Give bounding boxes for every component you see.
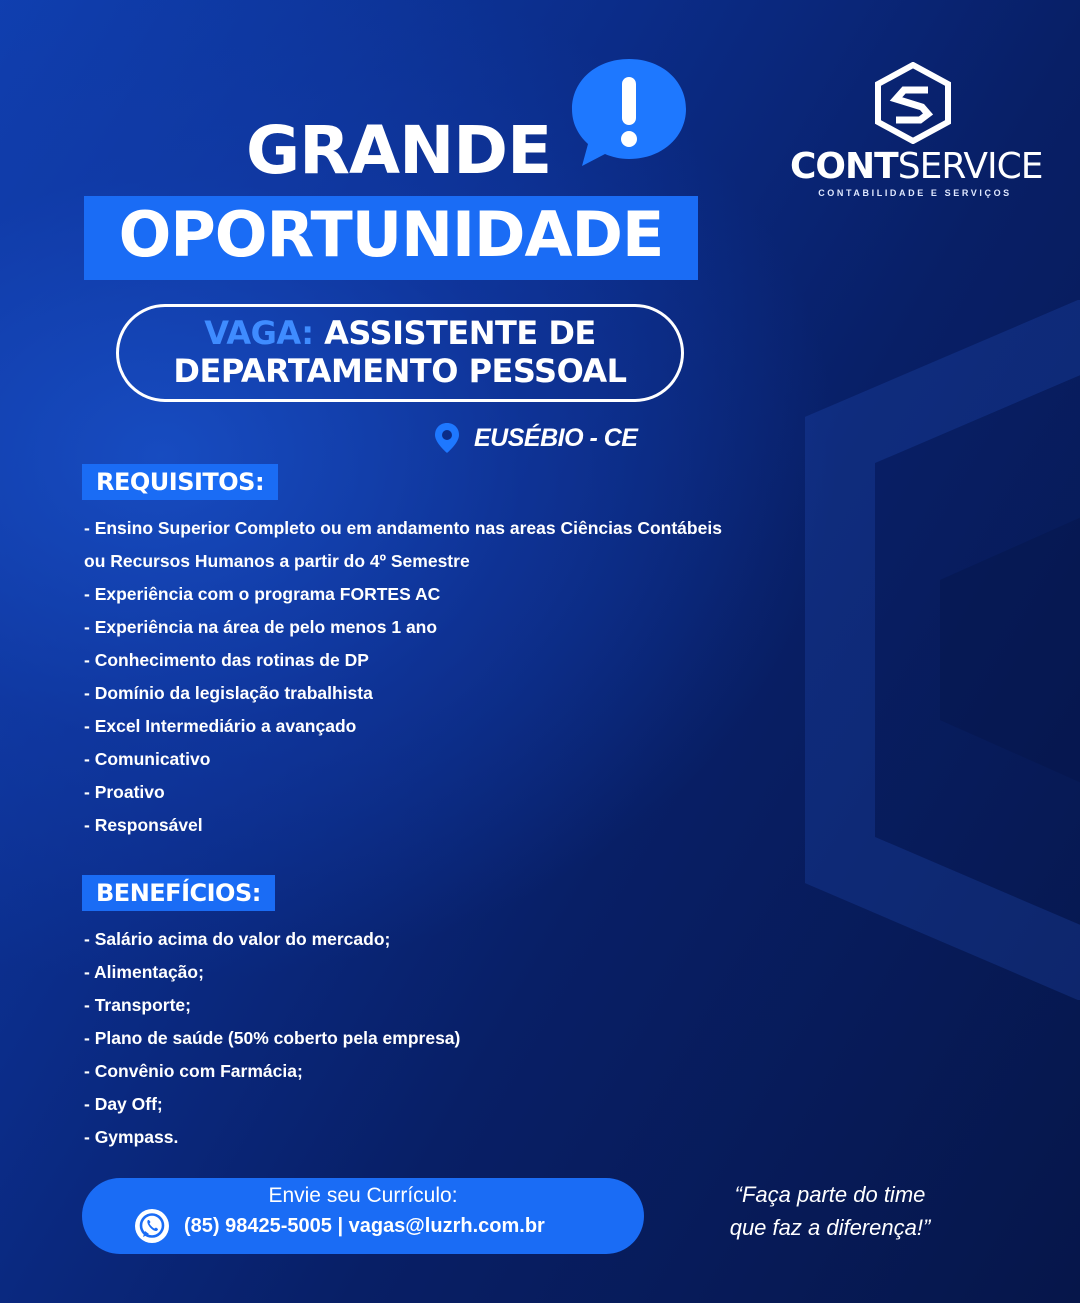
contact-phone-email[interactable]: (85) 98425-5005 | vagas@luzrh.com.br [184, 1214, 545, 1237]
job-title-line2: DEPARTAMENTO PESSOAL [173, 352, 627, 390]
slogan-line2: que faz a diferença!” [729, 1215, 931, 1240]
list-item: - Excel Intermediário a avançado [84, 716, 357, 736]
whatsapp-icon [134, 1208, 170, 1244]
list-item: - Convênio com Farmácia; [84, 1061, 303, 1081]
contact-details [134, 1208, 545, 1244]
headline-oportunidade: OPORTUNIDADE [118, 198, 664, 271]
list-item: ou Recursos Humanos a partir do 4º Semestre [84, 551, 470, 571]
list-item: - Responsável [84, 815, 203, 835]
benefits-heading: BENEFÍCIOS: [82, 875, 275, 911]
requirements-list [84, 512, 784, 842]
list-item: - Gympass. [84, 1127, 179, 1147]
list-item: - Transporte; [84, 995, 191, 1015]
list-item: - Conhecimento das rotinas de DP [84, 650, 369, 670]
logo-wordmark-light: SERVICE [897, 146, 1043, 187]
headline-grande: GRANDE [246, 112, 552, 189]
list-item: - Salário acima do valor do mercado; [84, 929, 391, 949]
list-item: - Experiência na área de pelo menos 1 ano [84, 617, 438, 637]
list-item: - Alimentação; [84, 962, 204, 982]
contact-title: Envie seu Currículo: [268, 1184, 458, 1207]
slogan-line1: “Faça parte do time [734, 1182, 926, 1207]
list-item: - Comunicativo [84, 749, 211, 769]
location-text: EUSÉBIO - CE [474, 423, 638, 452]
job-title [116, 314, 684, 390]
contservice-logo-icon [872, 62, 954, 144]
company-logo [790, 62, 1043, 202]
logo-wordmark [790, 146, 1043, 187]
list-item: - Day Off; [84, 1094, 163, 1114]
logo-wordmark-bold: CONT [790, 146, 898, 187]
list-item: - Experiência com o programa FORTES AC [84, 584, 441, 604]
job-location [432, 420, 637, 456]
location-pin-icon [432, 421, 462, 455]
list-item: - Proativo [84, 782, 165, 802]
list-item: - Plano de saúde (50% coberto pela empresa) [84, 1028, 461, 1048]
requirements-heading: REQUISITOS: [82, 464, 278, 500]
logo-tagline: CONTABILIDADE E SERVIÇOS [818, 188, 1012, 198]
exclamation-bubble-icon [568, 55, 690, 170]
job-title-line1: ASSISTENTE DE [324, 314, 596, 352]
benefits-list [84, 923, 604, 1154]
list-item: - Domínio da legislação trabalhista [84, 683, 373, 703]
job-title-label: VAGA: [204, 314, 314, 352]
slogan-quote [690, 1178, 970, 1244]
list-item: - Ensino Superior Completo ou em andamento nas areas Ciências Contábeis [84, 518, 722, 538]
